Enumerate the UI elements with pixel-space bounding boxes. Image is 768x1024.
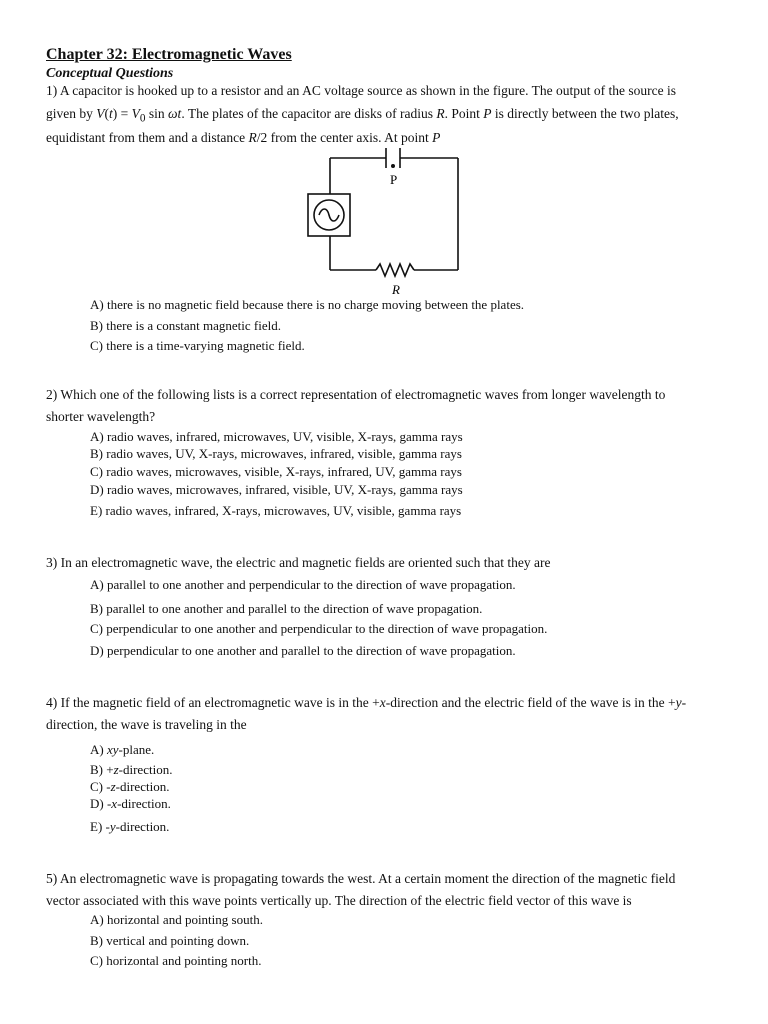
section-subtitle: Conceptual Questions xyxy=(46,66,174,81)
q4-text-line1: 4) If the magnetic field of an electromagnetic wave is in the +x-direction and the electric field of the wave is in the +y- xyxy=(46,695,687,710)
q3-text-line1: 3) In an electromagnetic wave, the electric and magnetic fields are oriented such that they are xyxy=(46,555,551,570)
chapter-title: Chapter 32: Electromagnetic Waves xyxy=(46,46,292,63)
q5-text-line2: vector associated with this wave points vertically up. The direction of the electric field vector of this wave is xyxy=(46,893,632,908)
q3-option-d: D) perpendicular to one another and parallel to the direction of wave propagation. xyxy=(90,643,516,658)
q2-option-d: D) radio waves, microwaves, infrared, visible, UV, X-rays, gamma rays xyxy=(90,482,463,497)
q4-option-d: D) -x-direction. xyxy=(90,796,171,811)
q5-option-a: A) horizontal and pointing south. xyxy=(90,912,263,927)
q2-text-line1: 2) Which one of the following lists is a correct representation of electromagnetic waves from longer wavelength to xyxy=(46,387,666,402)
q3-option-a: A) parallel to one another and perpendicular to the direction of wave propagation. xyxy=(90,577,516,592)
q4-option-a: A) xy-plane. xyxy=(90,742,155,757)
q1-text-line2: given by $V(t) = V_0$ sin ωt. The plates of the capacitor are disks of radius R. Point P is directly between the two plates, xyxy=(46,106,679,125)
q1-option-c: C) there is a time-varying magnetic field. xyxy=(90,338,305,353)
q1-option-b: B) there is a constant magnetic field. xyxy=(90,318,281,333)
q5-text-line1: 5) An electromagnetic wave is propagating towards the west. At a certain moment the direction of the magnetic field xyxy=(46,871,676,886)
q1-text-line1: 1) A capacitor is hooked up to a resistor and an AC voltage source as shown in the figure. The output of the source is xyxy=(46,83,676,98)
ac-source-sine xyxy=(319,209,339,221)
resistor-zigzag xyxy=(376,264,414,276)
q4-option-b: B) +z-direction. xyxy=(90,762,173,777)
q3-option-c: C) perpendicular to one another and perpendicular to the direction of wave propagation. xyxy=(90,621,548,636)
resistor-label: R xyxy=(392,282,400,297)
circuit-figure xyxy=(300,144,470,300)
q2-text-line2: shorter wavelength? xyxy=(46,409,156,424)
q2-option-b: B) radio waves, UV, X-rays, microwaves, infrared, visible, gamma rays xyxy=(90,446,462,461)
point-p-label: P xyxy=(390,172,398,187)
q1-text-line3: equidistant from them and a distance R/2 from the center axis. At point P xyxy=(46,130,441,145)
point-p-dot xyxy=(391,164,395,168)
q3-option-b: B) parallel to one another and parallel to the direction of wave propagation. xyxy=(90,601,483,616)
q2-option-c: C) radio waves, microwaves, visible, X-rays, infrared, UV, gamma rays xyxy=(90,464,462,479)
q2-option-a: A) radio waves, infrared, microwaves, UV, visible, X-rays, gamma rays xyxy=(90,429,463,444)
q2-option-e: E) radio waves, infrared, X-rays, microwaves, UV, visible, gamma rays xyxy=(90,503,462,518)
q4-text-line2: direction, the wave is traveling in the xyxy=(46,717,247,732)
q5-option-b: B) vertical and pointing down. xyxy=(90,933,250,948)
q4-option-c: C) -z-direction. xyxy=(90,779,170,794)
q1-option-a: A) there is no magnetic field because there is no charge moving between the plates. xyxy=(90,297,525,312)
q4-option-e: E) -y-direction. xyxy=(90,819,170,834)
q5-option-c: C) horizontal and pointing north. xyxy=(90,953,262,968)
